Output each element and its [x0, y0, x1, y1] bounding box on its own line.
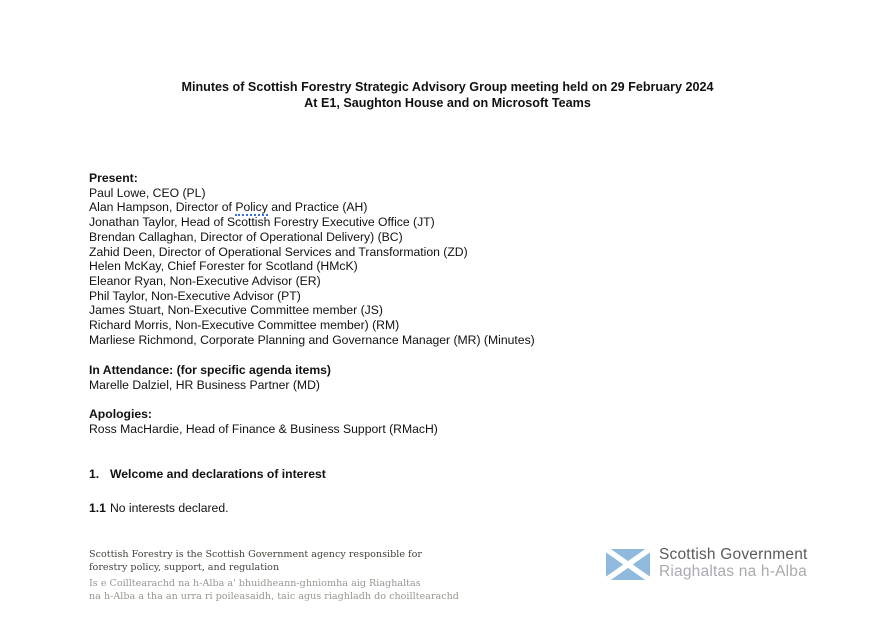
attendee-text-prefix: Alan Hampson, Director of [89, 200, 236, 215]
footer-agency-statement [89, 548, 459, 603]
apologies-section [89, 407, 438, 436]
footer-english-line1: Scottish Forestry is the Scottish Government agency responsible for [89, 549, 422, 560]
scottish-government-logo-text [659, 547, 808, 580]
attendee-line: Zahid Deen, Director of Operational Services and Transformation (ZD) [89, 244, 468, 259]
agenda-item-title: Welcome and declarations of interest [110, 467, 326, 481]
saltire-flag-icon [606, 549, 650, 580]
logo-name-english: Scottish Government [659, 546, 808, 563]
attendee-line: Ross MacHardie, Head of Finance & Business Support (RMacH) [89, 421, 438, 436]
document-title-line1: Minutes of Scottish Forestry Strategic Advisory Group meeting held on 29 February 2024 [181, 80, 714, 94]
agenda-point-number: 1.1 [89, 501, 106, 515]
attendee-line: Paul Lowe, CEO (PL) [89, 185, 206, 200]
footer-gaelic-line1: Is e Coilltearachd na h-Alba a' bhuidheann-ghnìomha aig Riaghaltas [89, 578, 421, 589]
agenda-item-1-heading [89, 467, 326, 482]
attendee-line: Brendan Callaghan, Director of Operational Delivery) (BC) [89, 229, 403, 244]
agenda-point-1-1 [89, 501, 229, 516]
attendee-line: Marelle Dalziel, HR Business Partner (MD) [89, 377, 320, 392]
document-title-line2: At E1, Saughton House and on Microsoft Teams [304, 95, 591, 110]
present-heading: Present: [89, 171, 138, 185]
apologies-heading: Apologies: [89, 407, 152, 421]
attendee-line: Eleanor Ryan, Non-Executive Advisor (ER) [89, 273, 321, 288]
logo-name-gaelic: Riaghaltas na h-Alba [659, 562, 807, 580]
agenda-point-text: No interests declared. [109, 501, 229, 515]
attendee-line: Jonathan Taylor, Head of Scottish Forestry Executive Office (JT) [89, 215, 435, 230]
attendee-line [89, 200, 535, 215]
attendee-line: Helen McKay, Chief Forester for Scotland (HMcK) [89, 259, 358, 274]
scottish-government-logo [606, 547, 808, 580]
footer-gaelic-line2: na h-Alba a tha an urra ri poileasaidh, taic agus riaghladh do choilltearachd [89, 590, 459, 602]
footer-english-line2: forestry policy, support, and regulation [89, 562, 280, 573]
attendee-line: James Stuart, Non-Executive Committee member (JS) [89, 303, 383, 318]
in-attendance-section [89, 363, 331, 392]
present-section [89, 171, 535, 347]
document-title [0, 80, 895, 111]
attendee-line: Richard Morris, Non-Executive Committee member) (RM) [89, 318, 400, 333]
spellcheck-underlined-word: Policy [235, 200, 268, 215]
attendee-text-suffix: and Practice (AH) [267, 200, 368, 215]
in-attendance-heading: In Attendance: (for specific agenda items) [89, 363, 331, 377]
attendee-line: Phil Taylor, Non-Executive Advisor (PT) [89, 288, 301, 303]
footer-gaelic-text [89, 578, 459, 603]
attendee-line: Marliese Richmond, Corporate Planning and Governance Manager (MR) (Minutes) [89, 332, 535, 347]
agenda-item-number: 1. [89, 467, 100, 481]
footer-english-text [89, 548, 459, 574]
